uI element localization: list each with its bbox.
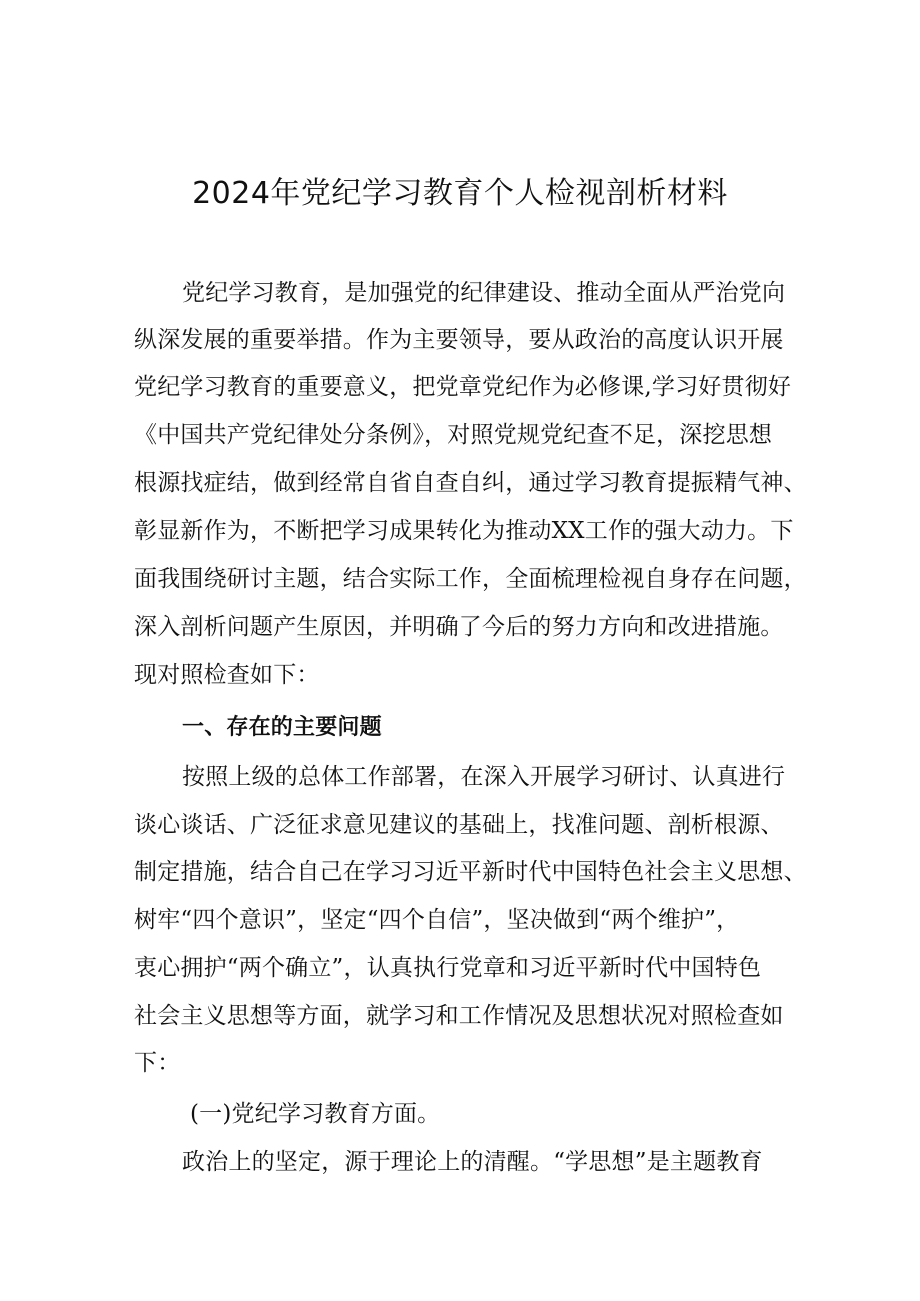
text-line: 纵深发展的重要举措。作为主要领导，要从政治的高度认识开展 xyxy=(134,327,784,353)
text-line: 深入剖析问题产生原因，并明确了今后的努力方向和改进措施。 xyxy=(134,614,784,640)
text-line: 树牢“四个意识”，坚定“四个自信”，坚决做到“两个维护”， xyxy=(134,907,740,933)
subsection-heading: (一)党纪学习教育方面。 xyxy=(190,1101,441,1127)
text-line: 党纪学习教育的重要意义，把党章党纪作为必修课,学习好贯彻好 xyxy=(134,374,792,400)
text-line: 《中国共产党纪律处分条例》，对照党规党纪查不足，深挖思想 xyxy=(134,422,773,448)
text-line: 面我围绕研讨主题，结合实际工作，全面梳理检视自身存在问题， xyxy=(134,566,807,592)
text-line: 谈心谈话、广泛征求意见建议的基础上，找准问题、剖析根源、 xyxy=(134,812,784,838)
text-line: 党纪学习教育，是加强党的纪律建设、推动全面从严治党向 xyxy=(182,280,786,306)
text-line: 现对照检查如下： xyxy=(134,662,320,688)
text-line: 制定措施，结合自己在学习习近平新时代中国特色社会主义思想、 xyxy=(134,859,807,885)
text-line: 政治上的坚定，源于理论上的清醒。“学思想”是主题教育 xyxy=(182,1149,763,1175)
text-line: 彰显新作为，不断把学习成果转化为推动XX工作的强大动力。下 xyxy=(134,518,794,544)
text-line: 下： xyxy=(134,1050,181,1076)
text-line: 社会主义思想等方面，就学习和工作情况及思想状况对照检查如 xyxy=(134,1003,784,1029)
text-line: 衷心拥护“两个确立”，认真执行党章和习近平新时代中国特色 xyxy=(134,955,762,981)
text-line: 按照上级的总体工作部署，在深入开展学习研讨、认真进行 xyxy=(182,764,786,790)
text-line: 根源找症结，做到经常自省自查自纠，通过学习教育提振精气神、 xyxy=(134,470,807,496)
document-title: 2024年党纪学习教育个人检视剖析材料 xyxy=(192,176,728,211)
section-heading: 一、存在的主要问题 xyxy=(182,715,382,740)
